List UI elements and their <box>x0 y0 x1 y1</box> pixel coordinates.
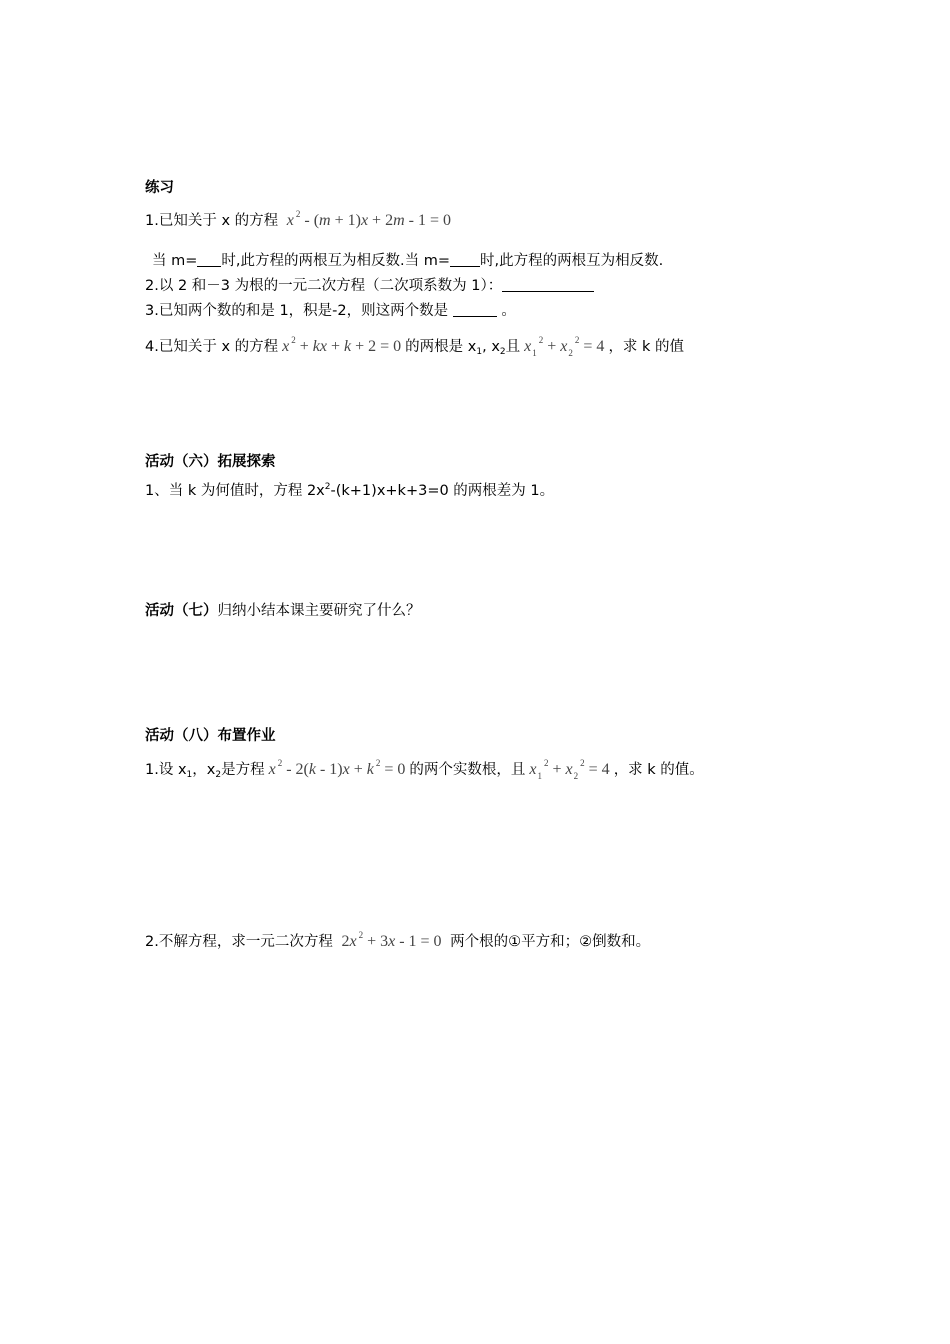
activity6-heading: 活动（六）拓展探索 <box>145 454 276 470</box>
q1-prefix: 1.已知关于 x 的方程 <box>145 213 279 229</box>
activity6-question-1: 1、当 k 为何值时，方程 $2x^2-(k+1)x+k+3=0$ 的两根差为 1。 <box>145 482 555 499</box>
practice-heading: 练习 <box>145 180 174 196</box>
practice-question-1b: 当 m= 时,此方程的两根互为相反数.当 m= 时,此方程的两根互为相反数. <box>152 253 664 269</box>
practice-question-2: 2.以 2 和－3 为根的一元二次方程（二次项系数为 1）： <box>145 276 594 296</box>
q1-equation: x $^2$ - (m + 1)x + 2m - 1 = 0 <box>286 209 451 229</box>
activity7-heading: 活动（七） <box>145 603 218 619</box>
answer-blank-q3[interactable] <box>453 302 497 317</box>
practice-question-4: 4.已知关于 x 的方程 x $^2$ + kx + k + 2 = 0 的两根是 $x_1$, $x_2$且 $x_1^2 + x_2^2 = 4$ ，求 k 的值 <box>145 330 684 363</box>
activity7-text: 归纳小结本课主要研究了什么？ <box>217 603 421 619</box>
answer-blank-m2[interactable] <box>450 252 480 267</box>
hw1-equation: x $^2$ - 2(k - 1)x + k $^2$ = 0 <box>268 758 406 778</box>
activity8-question-2: 2.不解方程，求一元二次方程 2x $^2$ + 3x - 1 = 0 两个根的①平方和；②倒数和。 <box>145 925 650 952</box>
activity7-line <box>145 601 421 621</box>
hw2-equation: 2x $^2$ + 3x - 1 = 0 <box>341 930 442 950</box>
q4-equation: x $^2$ + kx + k + 2 = 0 <box>282 335 402 355</box>
practice-question-1 <box>145 204 455 231</box>
practice-question-3: 3.已知两个数的和是 1，积是-2，则这两个数是 。 <box>145 303 516 319</box>
activity8-heading: 活动（八）布置作业 <box>145 728 276 744</box>
q4-condition: $x_1^2 + x_2^2 = 4$ <box>524 335 605 358</box>
answer-blank-m1[interactable] <box>197 252 221 267</box>
answer-blank-q2[interactable] <box>502 277 594 292</box>
hw1-condition: $x_1^2 + x_2^2 = 4$ <box>529 758 610 781</box>
activity8-question-1: 1.设 $x_1$，$x_2$是方程 x $^2$ - 2(k - 1)x + k $^2$ = 0 的两个实数根，且 $x_1^2 + x_2^2 = 4$ ，求 k 的值。 <box>145 753 704 786</box>
